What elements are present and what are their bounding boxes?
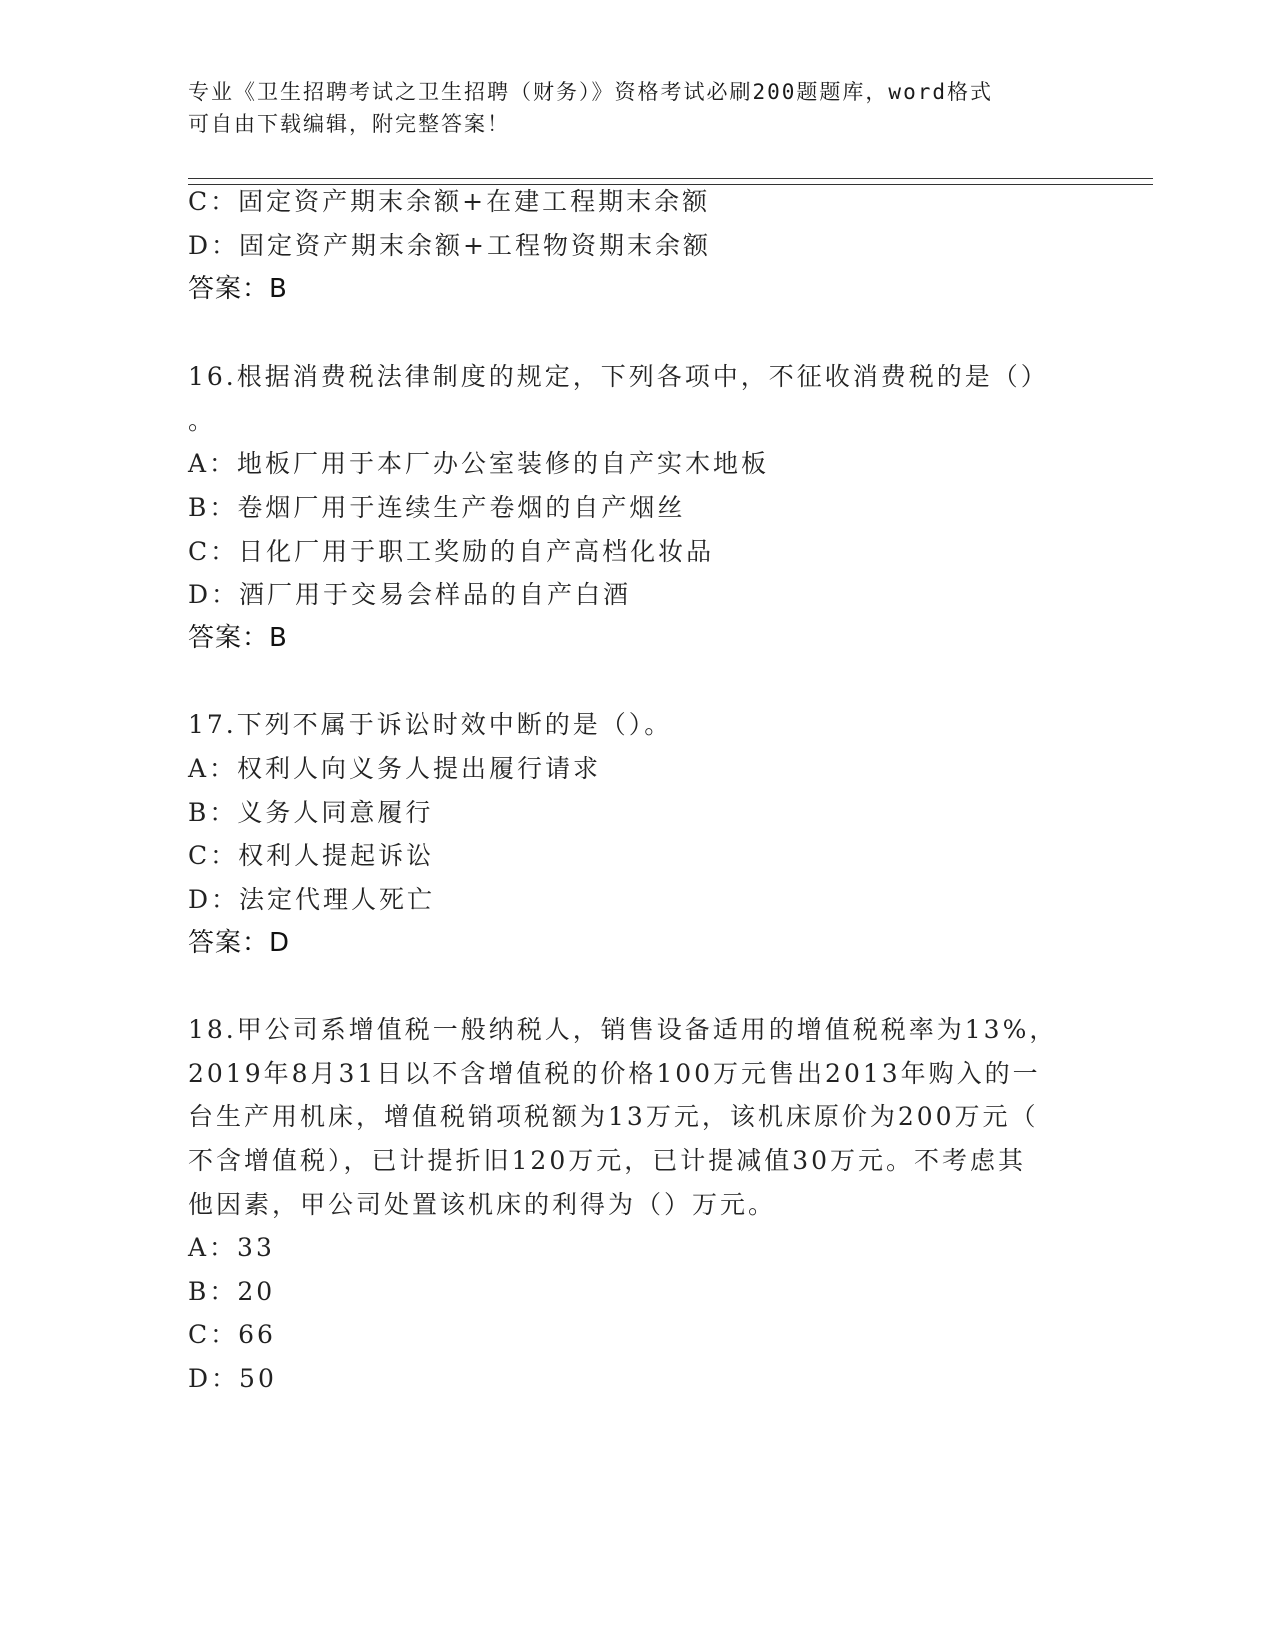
question-17-option-b: B：义务人同意履行 — [188, 798, 434, 827]
question-16-option-c: C：日化厂用于职工奖励的自产高档化妆品 — [188, 537, 715, 566]
question-16-stem: 16.根据消费税法律制度的规定，下列各项中，不征收消费税的是（） — [188, 362, 1049, 391]
question-17-stem: 17.下列不属于诉讼时效中断的是（）。 — [188, 710, 673, 739]
question-17-option-d: D：法定代理人死亡 — [188, 885, 436, 914]
question-18-stem-line-1: 18.甲公司系增值税一般纳税人，销售设备适用的增值税税率为13%， — [188, 1015, 1058, 1044]
header-line-2: 可自由下载编辑，附完整答案！ — [188, 112, 510, 136]
option-c: C：固定资产期末余额+在建工程期末余额 — [188, 187, 711, 216]
question-18-option-b: B：20 — [188, 1277, 276, 1306]
header-divider-bottom — [188, 184, 1153, 185]
question-18-option-a: A：33 — [188, 1233, 275, 1262]
header-divider-top — [188, 178, 1153, 179]
question-16-answer: 答案：B — [188, 623, 288, 653]
question-16-option-a: A：地板厂用于本厂办公室装修的自产实木地板 — [188, 449, 770, 478]
question-16-stem-cont: 。 — [188, 406, 217, 435]
question-16-option-d: D：酒厂用于交易会样品的自产白酒 — [188, 580, 632, 609]
question-18-option-d: D：50 — [188, 1364, 277, 1393]
option-d: D：固定资产期末余额+工程物资期末余额 — [188, 231, 711, 260]
answer: 答案：B — [188, 274, 288, 304]
question-17-option-c: C：权利人提起诉讼 — [188, 841, 435, 870]
question-16-option-b: B：卷烟厂用于连续生产卷烟的自产烟丝 — [188, 493, 686, 522]
question-17-option-a: A：权利人向义务人提出履行请求 — [188, 754, 602, 783]
question-18-stem-line-4: 不含增值税），已计提折旧120万元，已计提减值30万元。不考虑其 — [188, 1146, 1027, 1175]
document-header — [188, 76, 1088, 140]
question-18-stem-line-3: 台生产用机床，增值税销项税额为13万元，该机床原价为200万元（ — [188, 1102, 1039, 1131]
header-line-1: 专业《卫生招聘考试之卫生招聘（财务）》资格考试必刷200题题库，word格式 — [188, 80, 993, 104]
question-18-stem-line-2: 2019年8月31日以不含增值税的价格100万元售出2013年购入的一 — [188, 1059, 1041, 1088]
question-18-stem-line-5: 他因素，甲公司处置该机床的利得为（）万元。 — [188, 1190, 777, 1219]
question-17-answer: 答案：D — [188, 928, 291, 958]
question-18-option-c: C：66 — [188, 1320, 276, 1349]
